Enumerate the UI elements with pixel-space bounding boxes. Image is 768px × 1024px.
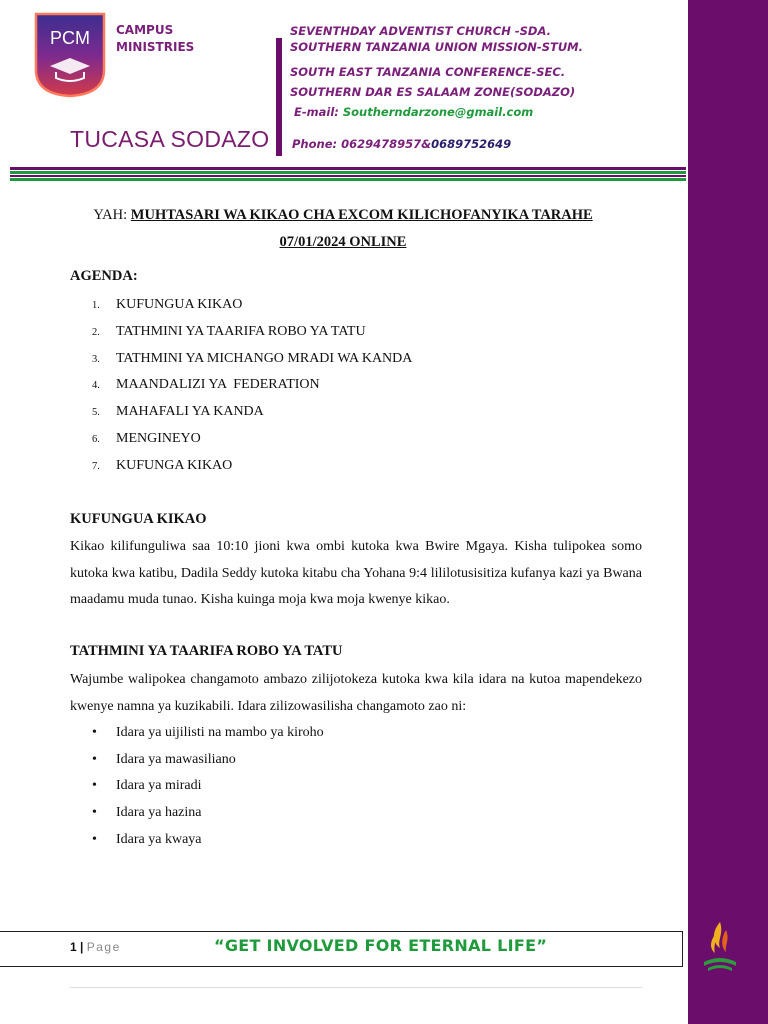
church-line-3: SOUTH EAST TANZANIA CONFERENCE-SEC. xyxy=(290,65,566,79)
email-line xyxy=(294,105,533,119)
phone-number-1: 0629478957& xyxy=(341,137,432,151)
title-prefix: YAH: xyxy=(93,207,128,223)
agenda-heading: AGENDA: xyxy=(70,268,138,284)
document-title-2 xyxy=(0,229,686,256)
org-name: TUCASA SODAZO xyxy=(70,126,270,152)
page-number: 1 | Page xyxy=(70,940,121,954)
departments-list xyxy=(92,720,324,853)
document-title xyxy=(0,202,686,229)
phone-number-2: 0689752649 xyxy=(431,137,512,151)
church-line-2: SOUTHERN TANZANIA UNION MISSION-STUM. xyxy=(290,40,583,54)
list-item: 4. MAANDALIZI YA FEDERATION xyxy=(92,377,320,393)
list-item: 7. KUFUNGA KIKAO xyxy=(92,457,233,473)
church-line-1: SEVENTHDAY ADVENTIST CHURCH -SDA. xyxy=(290,24,551,38)
section-body-tathmini: Wajumbe walipokea changamoto ambazo zilijotokeza kutoka kwa kila idara na kutoa mapendekezo kwenye namna ya kuzikabili. Idara zilizowasilisha changamoto zao ni: xyxy=(70,672,642,714)
list-item: • Idara ya mawasiliano xyxy=(92,751,236,767)
bottom-rule xyxy=(70,987,642,988)
campus-ministries-label: CAMPUS MINISTRIES xyxy=(116,23,195,54)
adventist-flame-logo-icon xyxy=(700,918,740,974)
list-item: 5. MAHAFALI YA KANDA xyxy=(92,404,264,420)
list-item: • Idara ya kwaya xyxy=(92,831,202,847)
email-label: E-mail: xyxy=(294,105,339,119)
list-item: 3. TATHMINI YA MICHANGO MRADI WA KANDA xyxy=(92,350,413,366)
side-panel xyxy=(688,0,768,1024)
header-stripe-green-2 xyxy=(10,178,686,181)
header-stripe-green xyxy=(10,171,686,174)
title-line-2: 07/01/2024 ONLINE xyxy=(279,234,407,250)
header-stripe-purple-2 xyxy=(10,175,686,177)
list-item: 1. KUFUNGUA KIKAO xyxy=(92,297,243,312)
footer-slogan: “GET INVOLVED FOR ETERNAL LIFE” xyxy=(214,936,548,955)
title-line-1: MUHTASARI WA KIKAO CHA EXCOM KILICHOFANYIKA TARAHE xyxy=(130,207,593,223)
church-line-4: SOUTHERN DAR ES SALAAM ZONE(SODAZO) xyxy=(290,85,576,99)
header-stripe-purple xyxy=(10,167,686,170)
list-item: • Idara ya uijilisti na mambo ya kiroho xyxy=(92,725,324,740)
section-body-kufungua: Kikao kilifunguliwa saa 10:10 jioni kwa ombi kutoka kwa Bwire Mgaya. Kisha tulipokea somo kutoka kwa katibu, Dadila Seddy kutoka kitabu cha Yohana 9:4 lililotusisitiza kufanya kazi ya Bwana maadamu muda tunao. Kisha kuinga moja kwa moja kwenye kikao. xyxy=(70,539,642,607)
header-divider xyxy=(276,38,282,156)
list-item: • Idara ya hazina xyxy=(92,805,202,821)
phone-label: Phone: xyxy=(292,137,338,151)
list-item: 6. MENGINEYO xyxy=(92,430,201,446)
list-item: • Idara ya miradi xyxy=(92,778,202,794)
section-heading-kufungua: KUFUNGUA KIKAO xyxy=(70,511,207,527)
svg-text:PCM: PCM xyxy=(50,28,90,48)
email-link[interactable]: Southerndarzone@gmail.com xyxy=(342,105,534,119)
pcm-logo xyxy=(32,10,108,98)
agenda-list xyxy=(92,292,412,480)
list-item: 2. TATHMINI YA TAARIFA ROBO YA TATU xyxy=(92,323,366,339)
section-heading-tathmini: TATHMINI YA TAARIFA ROBO YA TATU xyxy=(70,643,343,659)
phone-line xyxy=(292,137,511,151)
